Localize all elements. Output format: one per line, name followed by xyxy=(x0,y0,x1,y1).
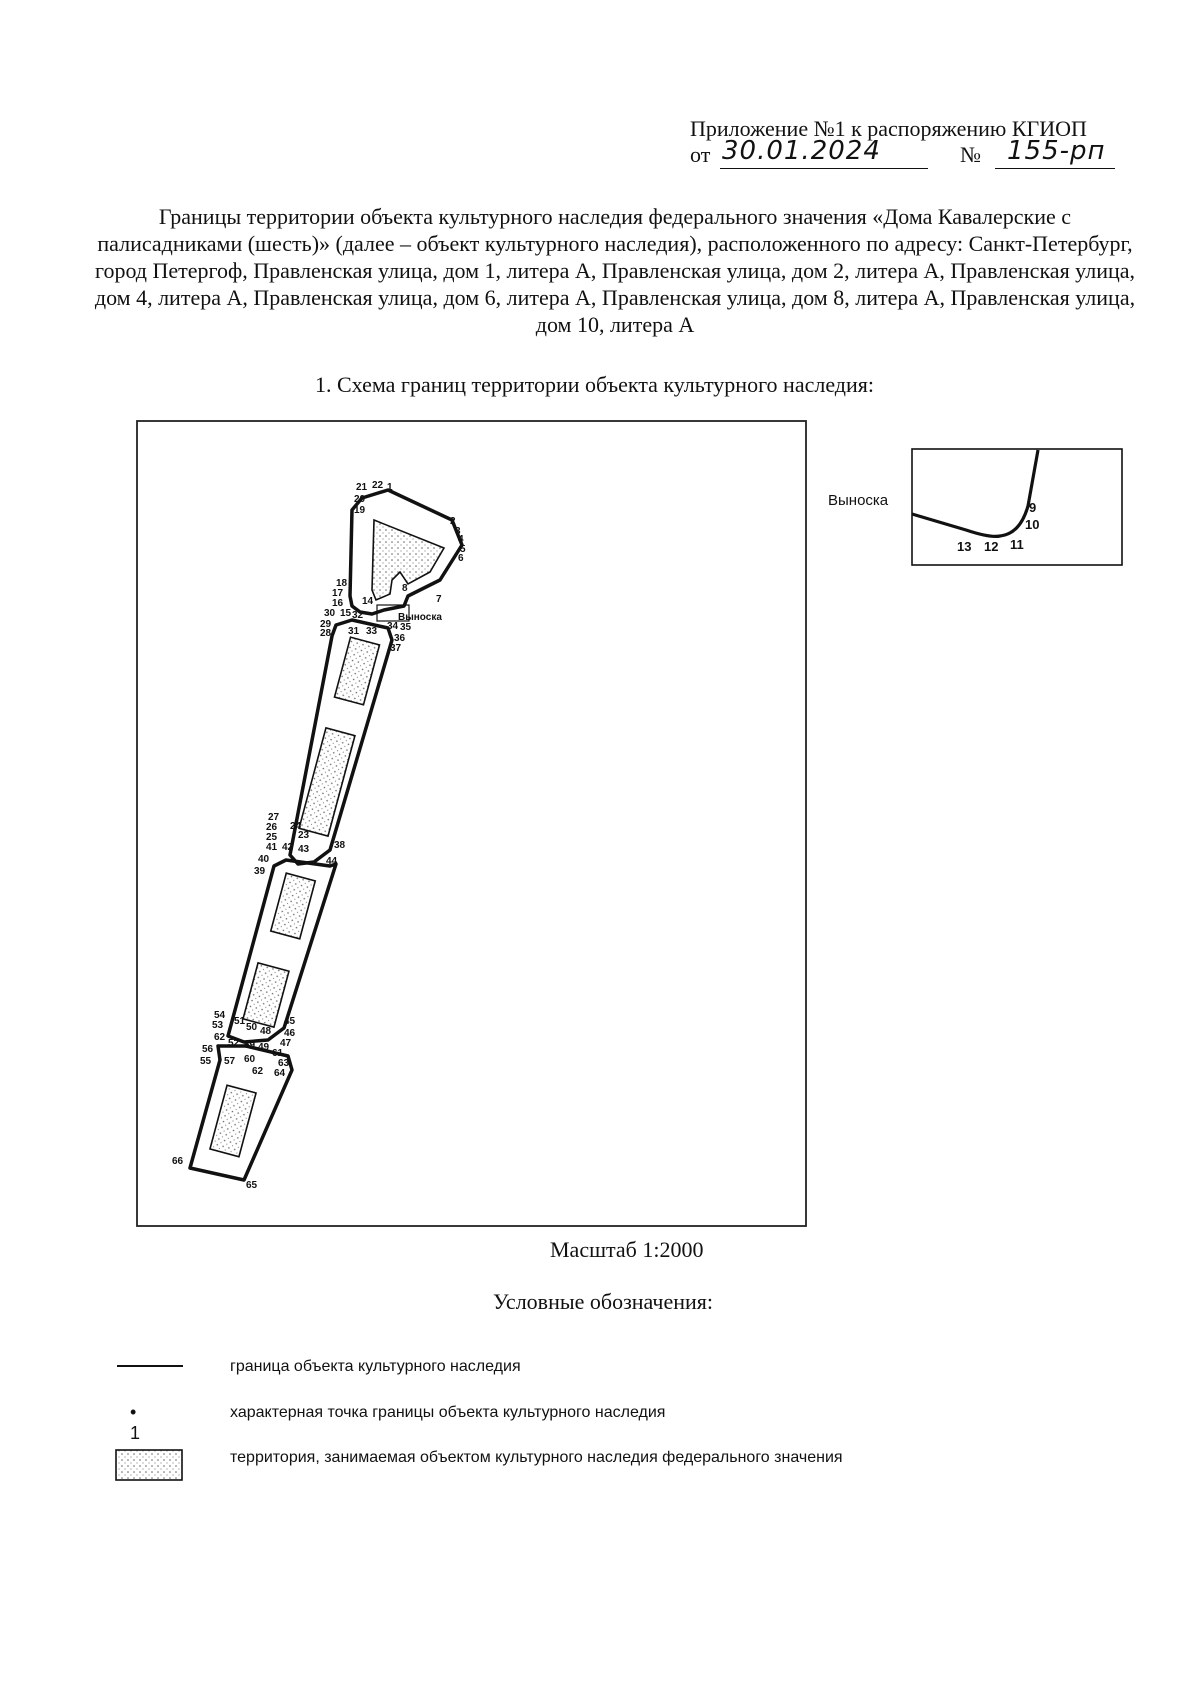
callout-boundary-line xyxy=(912,450,1038,536)
point-label: 16 xyxy=(332,598,344,609)
point-label: 14 xyxy=(362,596,374,607)
callout-reference-label: Выноска xyxy=(398,612,442,623)
point-label: 48 xyxy=(260,1026,272,1037)
point-label: 36 xyxy=(394,633,406,644)
point-label: 63 xyxy=(278,1058,290,1069)
point-label: 39 xyxy=(254,866,266,877)
point-label: 32 xyxy=(352,610,364,621)
point-label: 17 xyxy=(332,588,344,599)
point-label: 55 xyxy=(200,1056,212,1067)
legend-hatched-symbol xyxy=(116,1450,182,1480)
number-sign: № xyxy=(960,142,981,167)
point-label: 24 xyxy=(290,821,302,832)
point-label: 1 xyxy=(387,482,393,493)
point-label: 53 xyxy=(212,1020,224,1031)
point-label: 41 xyxy=(266,842,278,853)
point-label: 44 xyxy=(326,856,338,867)
point-label: 21 xyxy=(356,482,368,493)
point-label: 30 xyxy=(324,608,336,619)
number-value: 155-рп xyxy=(1007,136,1106,166)
point-label: 40 xyxy=(258,854,270,865)
point-label: 54 xyxy=(214,1010,226,1021)
point-label: 51 xyxy=(234,1016,246,1027)
point-label: 60 xyxy=(244,1054,256,1065)
legend-text: характерная точка границы объекта культурного наследия xyxy=(230,1404,666,1421)
point-label: 23 xyxy=(298,830,310,841)
point-label: 38 xyxy=(334,840,346,851)
point-label: 49 xyxy=(258,1042,270,1053)
point-label: 37 xyxy=(390,643,402,654)
point-label: 64 xyxy=(274,1068,286,1079)
point-label: 35 xyxy=(400,622,412,633)
point-label: 18 xyxy=(336,578,348,589)
document-title: Границы территории объекта культурного наследия федерального значения «Дома Кавалерские с палисадниками (шесть)» (далее – объект культурного наследия), расположенного по адресу: Санкт-Петербург, город Петергоф, Правленская улица, дом 1, литера А, Правленская улица, дом 2, литера А, Правленская улица, дом 4, литера А, Правленская улица, дом 6, литера А, Правленская улица, дом 8, литера А, Правленская улица, дом 10, литера А xyxy=(94,204,1136,337)
point-label: 27 xyxy=(268,812,280,823)
point-label: 5 xyxy=(460,544,466,555)
date-prefix: от xyxy=(690,142,711,167)
point-label: 29 xyxy=(320,619,332,630)
point-label: 50 xyxy=(246,1022,258,1033)
point-label: 34 xyxy=(387,621,399,632)
point-label: 46 xyxy=(284,1028,296,1039)
date-value: 30.01.2024 xyxy=(722,136,881,166)
point-label: 52 xyxy=(228,1038,240,1049)
point-label: 47 xyxy=(280,1038,292,1049)
callout-point: 13 xyxy=(957,539,972,554)
map-scale: Масштаб 1:2000 xyxy=(550,1237,704,1262)
callout-point: 9 xyxy=(1029,500,1037,515)
point-label: 59 xyxy=(244,1040,256,1051)
point-label: 3 xyxy=(455,526,461,537)
point-label: 26 xyxy=(266,822,278,833)
callout-point: 10 xyxy=(1025,517,1040,532)
point-label: 15 xyxy=(340,608,352,619)
point-label: 2 xyxy=(450,516,456,527)
point-label: 43 xyxy=(298,844,310,855)
map-point-labels xyxy=(172,480,466,1191)
point-label: 28 xyxy=(320,628,332,639)
point-label: 6 xyxy=(458,553,464,564)
point-label: 62 xyxy=(252,1066,264,1077)
callout-point: 12 xyxy=(984,539,999,554)
point-label: 7 xyxy=(436,594,442,605)
point-label: 45 xyxy=(284,1016,296,1027)
legend-title: Условные обозначения: xyxy=(493,1289,714,1314)
appendix-line: Приложение №1 к распоряжению КГИОП xyxy=(690,116,1087,141)
point-label: 25 xyxy=(266,832,278,843)
point-label: 61 xyxy=(272,1048,284,1059)
point-label: 33 xyxy=(366,626,378,637)
point-label: 65 xyxy=(246,1180,258,1191)
point-label: 42 xyxy=(282,842,294,853)
point-label: 57 xyxy=(224,1056,236,1067)
callout-point: 11 xyxy=(1010,537,1024,552)
point-label: 31 xyxy=(348,626,360,637)
point-label: 8 xyxy=(402,583,408,594)
callout-title: Выноска xyxy=(828,492,889,509)
legend-text: граница объекта культурного наследия xyxy=(230,1358,521,1375)
legend-point-symbol: • 1 xyxy=(130,1402,141,1443)
point-label: 56 xyxy=(202,1044,214,1055)
section-heading: 1. Схема границ территории объекта культурного наследия: xyxy=(315,372,875,397)
point-label: 19 xyxy=(354,505,366,516)
point-label: 62 xyxy=(214,1032,226,1043)
point-label: 66 xyxy=(172,1156,184,1167)
point-label: 4 xyxy=(458,534,464,545)
legend-text: территория, занимаемая объектом культурного наследия федерального значения xyxy=(230,1449,843,1466)
point-label: 22 xyxy=(372,480,384,491)
point-label: 20 xyxy=(354,494,366,505)
